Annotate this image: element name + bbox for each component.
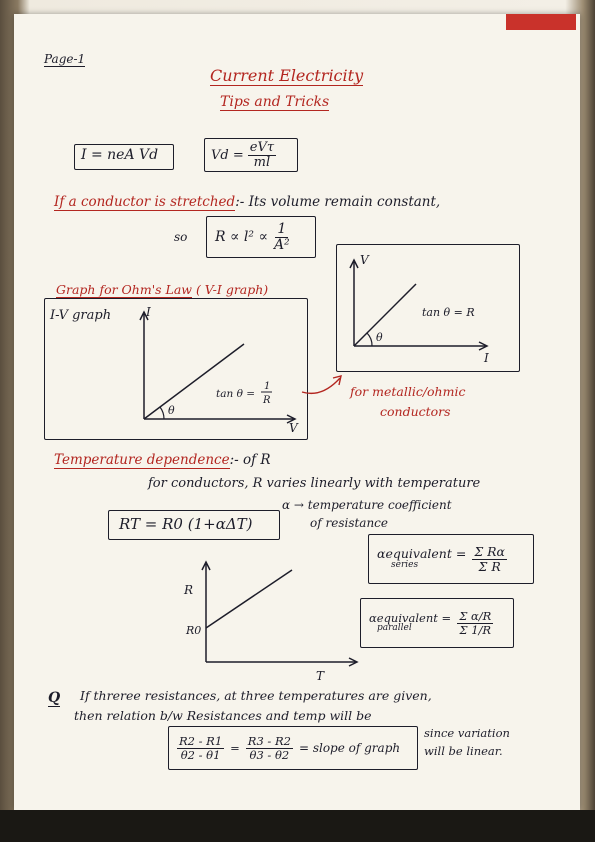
iv-tan-den: R — [263, 395, 271, 406]
rt-formula: RT = R0 (1+αΔT) — [119, 515, 253, 533]
alpha-series-box — [368, 534, 534, 584]
alpha-series-den: Σ R — [478, 558, 501, 574]
drift-denominator: ml — [253, 154, 271, 170]
so-label: so — [174, 230, 188, 244]
slope-rhs: = slope of graph — [298, 741, 401, 755]
iv-angle-label: θ — [168, 404, 175, 417]
ohm-heading-line — [56, 282, 268, 297]
drift-formula-fraction — [248, 141, 276, 169]
rt-line — [206, 570, 292, 628]
vi-angle-label: θ — [376, 331, 383, 344]
alpha-parallel-box — [360, 598, 514, 648]
ohm-heading-suffix: ( V-I graph) — [195, 282, 269, 297]
stretched-line — [54, 194, 440, 210]
alpha-parallel-num: Σ α/R — [459, 609, 492, 624]
page-subtitle: Tips and Tricks — [220, 94, 330, 110]
alpha-parallel-lhs: αequivalent = — [369, 610, 452, 625]
alpha-note-2: of resistance — [310, 516, 388, 530]
vi-line — [354, 284, 416, 346]
photo-bottom-edge — [0, 810, 595, 842]
rt-x-label: T — [316, 669, 325, 683]
drift-formula-lhs: Vd = — [211, 147, 244, 163]
iv-tan-num: 1 — [264, 381, 271, 392]
vi-graph — [336, 244, 520, 370]
slope-fraction-2 — [246, 735, 293, 760]
stretch-formula-fraction — [272, 222, 292, 252]
notebook-page — [14, 14, 580, 810]
rt-graph — [164, 554, 364, 684]
metallic-note-1: for metallic/ohmic — [350, 384, 466, 399]
slope-formula-box — [168, 726, 418, 770]
iv-graph-label: I-V graph — [50, 308, 112, 323]
question-text-2: then relation b/w Resistances and temp will be — [74, 708, 372, 723]
page-label: Page-1 — [44, 52, 86, 66]
alpha-parallel-sub: parallel — [377, 623, 412, 634]
drift-formula-box — [204, 138, 298, 172]
slope-num-1: R2 - R1 — [179, 734, 223, 749]
iv-y-label: I — [146, 305, 151, 319]
alpha-series-sub: series — [391, 559, 419, 570]
iv-tan-text: tan θ = — [216, 388, 256, 400]
temp-text: for conductors, R varies linearly with temperature — [148, 476, 481, 491]
question-label: Q — [48, 690, 61, 706]
temp-heading-suffix: :- of R — [229, 452, 271, 468]
stretch-formula-lhs: R ∝ l² ∝ — [215, 229, 268, 245]
metallic-note-2: conductors — [380, 404, 451, 419]
alpha-parallel-den: Σ 1/R — [459, 622, 492, 637]
ohm-heading: Graph for Ohm's Law — [56, 282, 192, 297]
rt-intercept-label: R0 — [186, 624, 202, 637]
slope-fraction-1 — [177, 735, 224, 760]
alpha-series-lhs: αequivalent = — [377, 546, 467, 562]
stretched-heading: If a conductor is stretched — [54, 194, 236, 210]
since-note-2: will be linear. — [424, 744, 503, 758]
stretch-denominator: A² — [273, 236, 290, 253]
slope-den-1: θ2 - θ1 — [180, 747, 221, 762]
iv-x-label: V — [289, 421, 298, 434]
alpha-series-num: Σ Rα — [474, 544, 505, 560]
iv-angle-arc — [160, 407, 164, 419]
temp-heading-line — [54, 452, 271, 468]
stretched-text: :- Its volume remain constant, — [235, 194, 441, 210]
red-bookmark-tab — [506, 14, 576, 30]
alpha-series-fraction — [472, 545, 507, 572]
vi-x-label: I — [484, 351, 489, 365]
slope-num-2: R3 - R2 — [247, 734, 291, 749]
vi-angle-arc — [367, 333, 372, 346]
vi-y-label: V — [360, 253, 369, 267]
page-title: Current Electricity — [210, 66, 364, 85]
alpha-note-1: α → temperature coefficient — [282, 498, 452, 512]
iv-line — [144, 344, 244, 419]
rt-formula-box — [108, 510, 280, 540]
vi-tan-text: tan θ = R — [422, 306, 475, 319]
question-text-1: If threree resistances, at three temperatures are given, — [80, 688, 432, 703]
alpha-parallel-fraction — [457, 610, 493, 635]
stretch-numerator: 1 — [277, 220, 287, 237]
current-formula-box — [74, 144, 174, 170]
since-note-1: since variation — [424, 726, 510, 740]
stretch-formula-box — [206, 216, 316, 258]
iv-graph — [124, 304, 314, 434]
temp-heading: Temperature dependence — [54, 452, 230, 468]
slope-equals: = — [230, 741, 240, 755]
rt-y-label: R — [184, 583, 194, 597]
drift-numerator: eVτ — [249, 139, 275, 155]
slope-den-2: θ3 - θ2 — [249, 747, 290, 762]
current-formula: I = neA Vd — [81, 147, 159, 163]
